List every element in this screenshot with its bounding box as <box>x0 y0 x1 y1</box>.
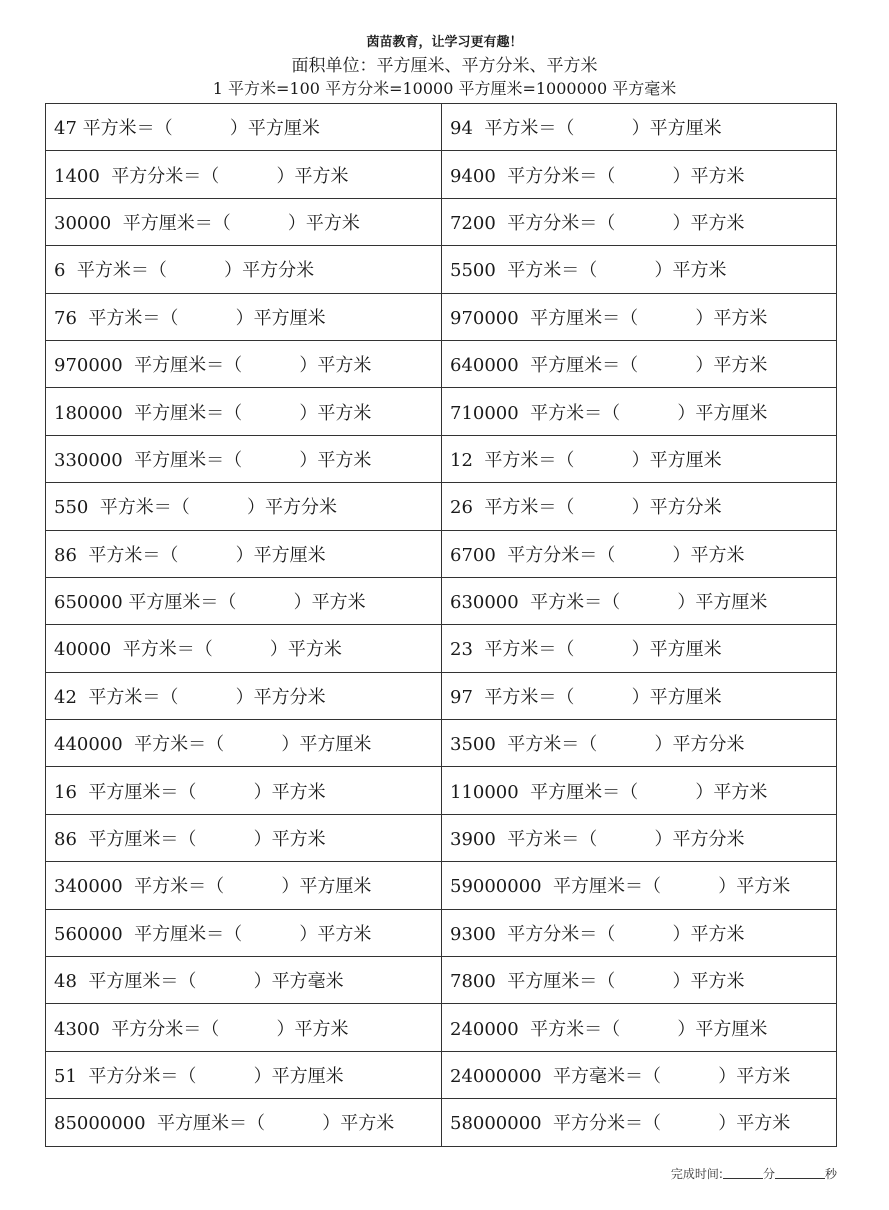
completion-time <box>671 1165 837 1182</box>
exercise-item-left[interactable]: 340000 平方米＝（ ）平方厘米 <box>46 862 442 909</box>
exercise-row <box>46 767 837 814</box>
exercise-item-right[interactable]: 7800 平方厘米＝（ ）平方米 <box>442 957 837 1004</box>
exercise-item-right[interactable]: 5500 平方米＝（ ）平方米 <box>442 246 837 293</box>
exercise-item-left[interactable]: 550 平方米＝（ ）平方分米 <box>46 483 442 530</box>
completion-time-label: 完成时间: <box>670 1167 723 1181</box>
exercise-row <box>46 1004 837 1051</box>
exercise-item-right[interactable]: 110000 平方厘米＝（ ）平方米 <box>442 767 837 814</box>
exercise-item-left[interactable]: 6 平方米＝（ ）平方分米 <box>46 246 442 293</box>
exercise-item-right[interactable]: 630000 平方米＝（ ）平方厘米 <box>442 577 837 624</box>
exercise-item-right[interactable]: 640000 平方厘米＝（ ）平方米 <box>442 340 837 387</box>
exercise-item-left[interactable]: 48 平方厘米＝（ ）平方毫米 <box>46 957 442 1004</box>
minute-unit: 分 <box>762 1167 775 1181</box>
exercise-item-right[interactable]: 710000 平方米＝（ ）平方厘米 <box>442 388 837 435</box>
exercise-item-right[interactable]: 58000000 平方分米＝（ ）平方米 <box>442 1099 837 1146</box>
exercise-item-right[interactable]: 97 平方米＝（ ）平方厘米 <box>442 672 837 719</box>
second-unit: 秒 <box>824 1167 837 1181</box>
exercise-row <box>46 625 837 672</box>
exercise-row <box>46 672 837 719</box>
exercise-item-left[interactable]: 85000000 平方厘米＝（ ）平方米 <box>46 1099 442 1146</box>
exercise-item-left[interactable]: 560000 平方厘米＝（ ）平方米 <box>46 909 442 956</box>
exercise-item-left[interactable]: 76 平方米＝（ ）平方厘米 <box>46 293 442 340</box>
exercise-item-right[interactable]: 6700 平方分米＝（ ）平方米 <box>442 530 837 577</box>
exercise-item-right[interactable]: 12 平方米＝（ ）平方厘米 <box>442 435 837 482</box>
exercise-row <box>46 957 837 1004</box>
exercise-item-left[interactable]: 51 平方分米＝（ ）平方厘米 <box>46 1051 442 1098</box>
exercise-row <box>46 104 837 151</box>
exercise-item-left[interactable]: 42 平方米＝（ ）平方分米 <box>46 672 442 719</box>
exercise-item-right[interactable]: 3900 平方米＝（ ）平方分米 <box>442 814 837 861</box>
exercise-row <box>46 293 837 340</box>
worksheet-header <box>0 34 889 100</box>
seconds-blank[interactable] <box>775 1166 825 1179</box>
exercise-item-left[interactable]: 440000 平方米＝（ ）平方厘米 <box>46 720 442 767</box>
exercise-item-right[interactable]: 970000 平方厘米＝（ ）平方米 <box>442 293 837 340</box>
exercise-item-left[interactable]: 180000 平方厘米＝（ ）平方米 <box>46 388 442 435</box>
exercise-item-right[interactable]: 240000 平方米＝（ ）平方厘米 <box>442 1004 837 1051</box>
exercise-item-left[interactable]: 650000 平方厘米＝（ ）平方米 <box>46 577 442 624</box>
exercise-row <box>46 246 837 293</box>
exercise-item-left[interactable]: 86 平方厘米＝（ ）平方米 <box>46 814 442 861</box>
exercise-item-left[interactable]: 47 平方米＝（ ）平方厘米 <box>46 104 442 151</box>
exercise-item-right[interactable]: 3500 平方米＝（ ）平方分米 <box>442 720 837 767</box>
exercise-item-right[interactable]: 9300 平方分米＝（ ）平方米 <box>442 909 837 956</box>
exercise-item-left[interactable]: 330000 平方厘米＝（ ）平方米 <box>46 435 442 482</box>
unit-formula: 1 平方米=100 平方分米=10000 平方厘米=1000000 平方毫米 <box>212 79 677 98</box>
exercise-row <box>46 814 837 861</box>
exercise-item-left[interactable]: 40000 平方米＝（ ）平方米 <box>46 625 442 672</box>
exercise-item-left[interactable]: 30000 平方厘米＝（ ）平方米 <box>46 198 442 245</box>
exercise-item-right[interactable]: 23 平方米＝（ ）平方厘米 <box>442 625 837 672</box>
exercise-item-left[interactable]: 1400 平方分米＝（ ）平方米 <box>46 151 442 198</box>
exercise-row <box>46 1099 837 1146</box>
exercise-row <box>46 720 837 767</box>
exercise-item-left[interactable]: 4300 平方分米＝（ ）平方米 <box>46 1004 442 1051</box>
exercise-item-right[interactable]: 7200 平方分米＝（ ）平方米 <box>442 198 837 245</box>
exercise-table <box>45 103 837 1147</box>
exercise-item-left[interactable]: 16 平方厘米＝（ ）平方米 <box>46 767 442 814</box>
exercise-item-left[interactable]: 970000 平方厘米＝（ ）平方米 <box>46 340 442 387</box>
exercise-item-right[interactable]: 59000000 平方厘米＝（ ）平方米 <box>442 862 837 909</box>
exercise-row <box>46 862 837 909</box>
worksheet-title: 面积单位：平方厘米、平方分米、平方米 <box>291 56 598 76</box>
minutes-blank[interactable] <box>723 1166 763 1179</box>
exercise-row <box>46 340 837 387</box>
exercise-item-right[interactable]: 9400 平方分米＝（ ）平方米 <box>442 151 837 198</box>
exercise-row <box>46 388 837 435</box>
exercise-item-left[interactable]: 86 平方米＝（ ）平方厘米 <box>46 530 442 577</box>
exercise-row <box>46 577 837 624</box>
exercise-item-right[interactable]: 24000000 平方毫米＝（ ）平方米 <box>442 1051 837 1098</box>
exercise-row <box>46 530 837 577</box>
exercise-row <box>46 483 837 530</box>
exercise-item-right[interactable]: 26 平方米＝（ ）平方分米 <box>442 483 837 530</box>
exercise-row <box>46 151 837 198</box>
exercise-row <box>46 435 837 482</box>
exercise-row <box>46 909 837 956</box>
slogan: 茵苗教育，让学习更有趣！ <box>366 35 523 50</box>
exercise-row <box>46 1051 837 1098</box>
exercise-item-right[interactable]: 94 平方米＝（ ）平方厘米 <box>442 104 837 151</box>
exercise-row <box>46 198 837 245</box>
